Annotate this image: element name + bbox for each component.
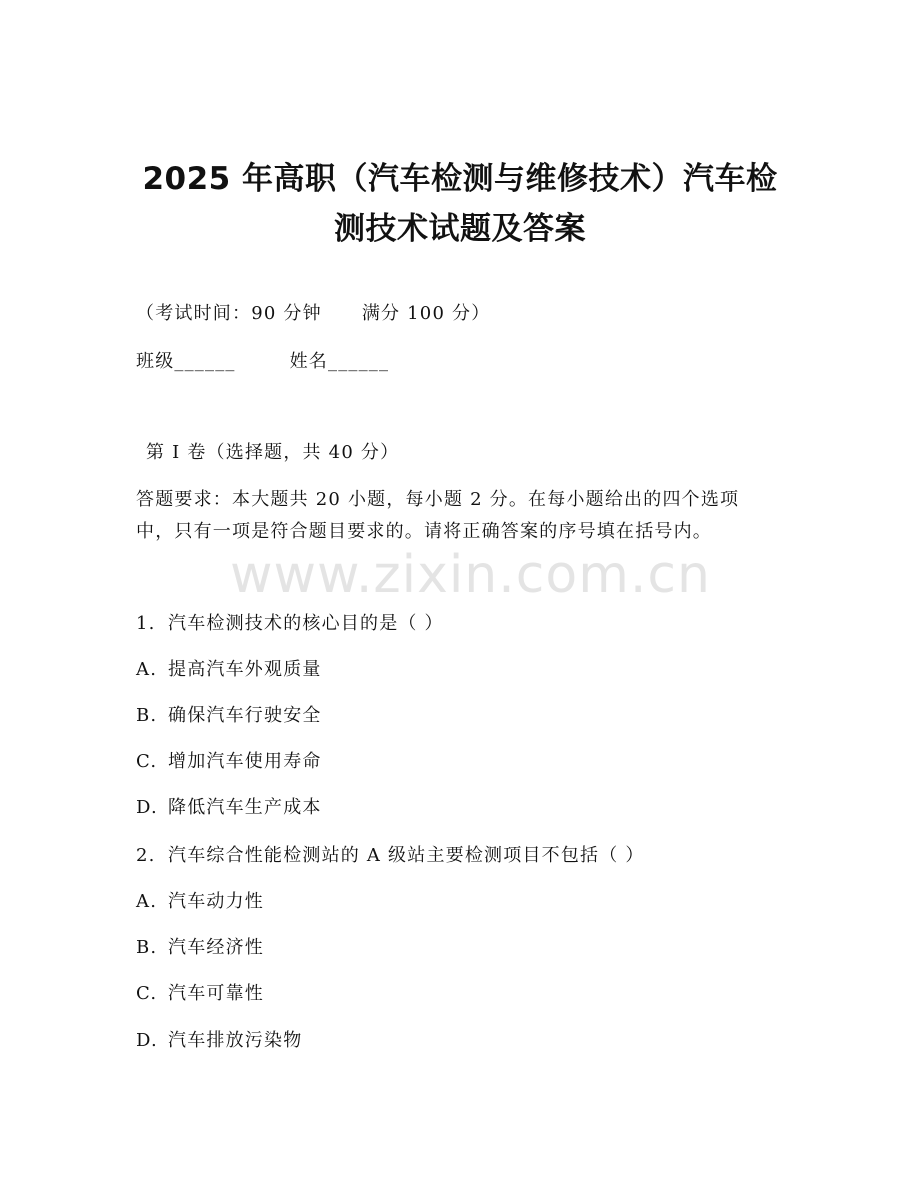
question-2 bbox=[136, 842, 645, 870]
option-text: 增加汽车使用寿命 bbox=[168, 751, 322, 772]
option-label: A. bbox=[136, 891, 158, 912]
option-text: 汽车可靠性 bbox=[168, 983, 264, 1004]
question-1-option-d bbox=[136, 794, 322, 822]
student-info bbox=[136, 348, 389, 376]
full-score: 满分 100 分） bbox=[361, 303, 491, 324]
option-text: 汽车经济性 bbox=[168, 937, 264, 958]
option-label: D. bbox=[136, 797, 158, 818]
option-text: 汽车动力性 bbox=[168, 891, 264, 912]
page-title-line-1: 2025 年高职（汽车检测与维修技术）汽车检 bbox=[142, 161, 778, 197]
instructions-line-2: 中，只有一项是符合题目要求的。请将正确答案的序号填在括号内。 bbox=[136, 521, 712, 542]
option-label: C. bbox=[136, 983, 158, 1004]
option-label: A. bbox=[136, 659, 158, 680]
question-number: 2. bbox=[136, 845, 156, 866]
exam-info bbox=[136, 300, 490, 328]
option-text: 提高汽车外观质量 bbox=[168, 659, 322, 680]
question-2-option-b bbox=[136, 934, 264, 962]
question-1-option-b bbox=[136, 702, 322, 730]
section-title: 第 I 卷（选择题，共 40 分） bbox=[146, 442, 400, 463]
question-2-option-d bbox=[136, 1027, 302, 1055]
exam-time: （考试时间：90 分钟 bbox=[136, 303, 322, 324]
option-label: D. bbox=[136, 1030, 158, 1051]
option-text: 确保汽车行驶安全 bbox=[168, 705, 322, 726]
question-1 bbox=[136, 610, 444, 638]
page-title-line-2: 测技术试题及答案 bbox=[334, 211, 586, 247]
question-text: 汽车检测技术的核心目的是（ ） bbox=[168, 613, 444, 634]
question-1-option-a bbox=[136, 656, 322, 684]
option-label: C. bbox=[136, 751, 158, 772]
question-2-option-c bbox=[136, 980, 264, 1008]
question-number: 1. bbox=[136, 613, 156, 634]
question-text: 汽车综合性能检测站的 A 级站主要检测项目不包括（ ） bbox=[168, 845, 645, 866]
option-text: 汽车排放污染物 bbox=[168, 1030, 303, 1051]
option-label: B. bbox=[136, 937, 158, 958]
name-field: 姓名______ bbox=[289, 351, 390, 372]
class-field: 班级______ bbox=[136, 351, 236, 372]
option-text: 降低汽车生产成本 bbox=[168, 797, 322, 818]
question-2-option-a bbox=[136, 888, 264, 916]
watermark: www.zixin.com.cn bbox=[230, 545, 711, 605]
option-label: B. bbox=[136, 705, 158, 726]
instructions-line-1: 答题要求：本大题共 20 小题，每小题 2 分。在每小题给出的四个选项 bbox=[136, 489, 740, 510]
question-1-option-c bbox=[136, 748, 322, 776]
